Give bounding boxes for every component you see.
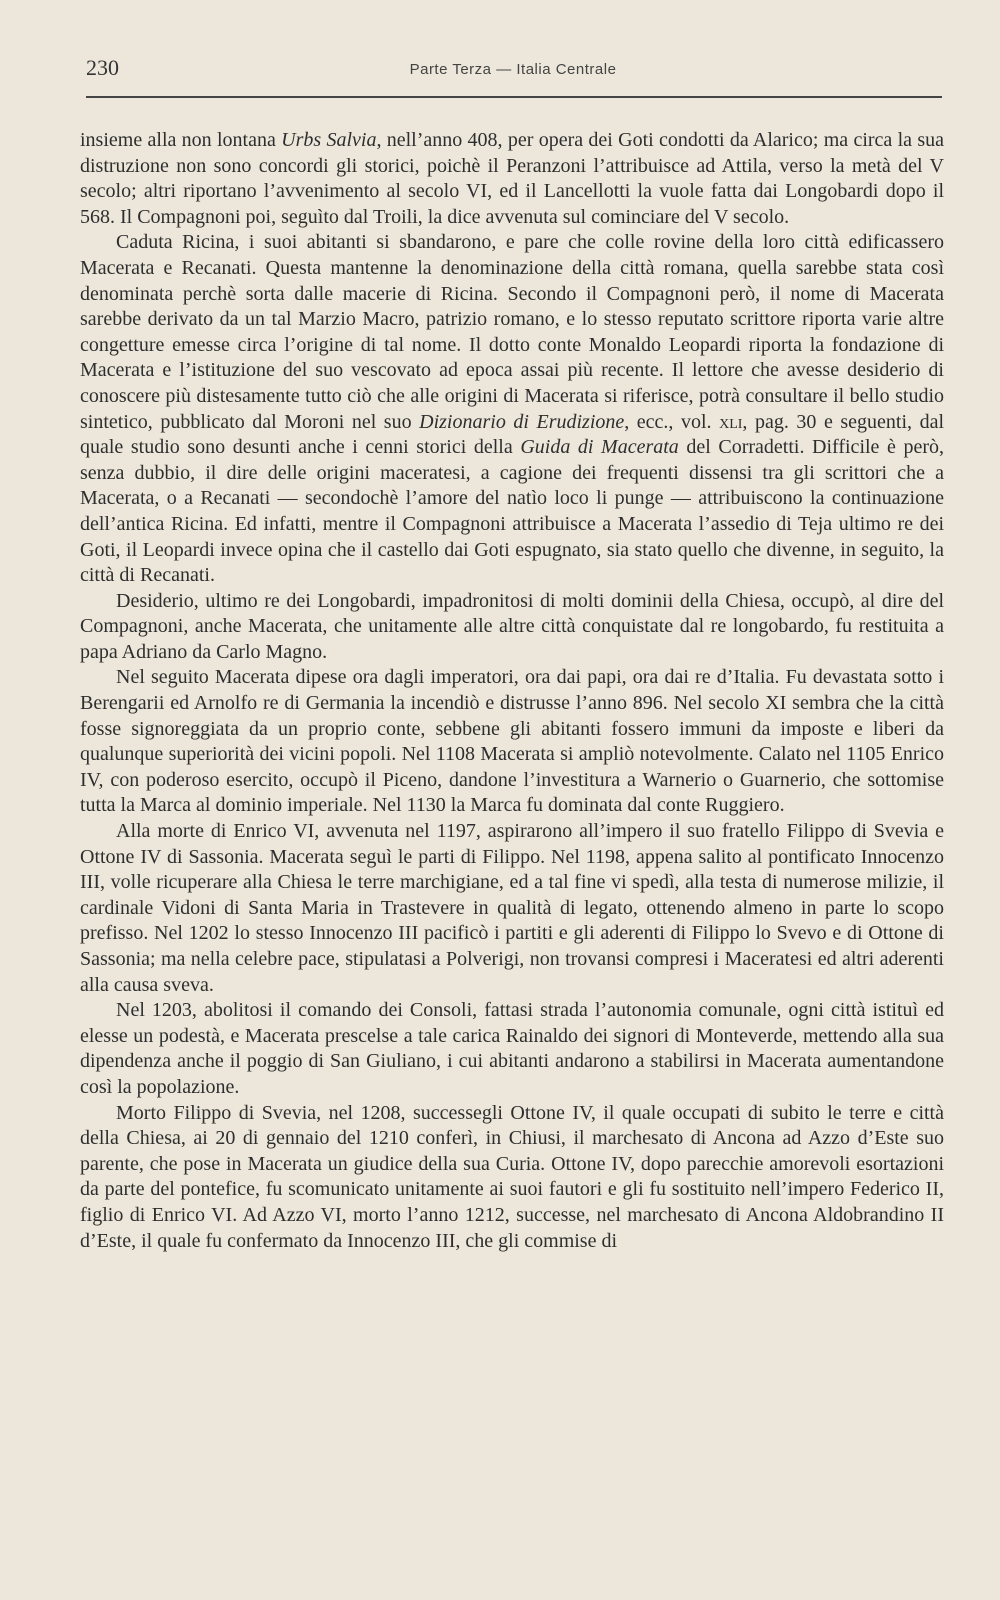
italic-title: Urbs Salvia — [281, 129, 377, 151]
paragraph-5 — [80, 819, 944, 998]
running-title: Parte Terza — Italia Centrale — [409, 61, 617, 78]
italic-title: Guida di Macerata — [520, 436, 679, 459]
paragraph-1 — [80, 128, 944, 230]
page-header — [86, 55, 940, 85]
text-run: Nel 1203, abolitosi il comando dei Consoli, fattasi strada l’autonomia comunale, ogni città istituì ed elesse un podestà, e Macerata prescelse a tale carica Rainaldo dei signori di Monteverde, mettendo alla sua dipendenza anche il poggio di San Giuliano, i cui abitanti andarono a stabilirsi in Macerata aumentandone così la popolazione. — [80, 999, 944, 1098]
text-run: , nell’anno 408, per opera dei Goti condotti da Alarico; ma circa la sua distruzione non sono concordi gli storici, poichè il Peranzoni l’attribuisce ad Attila, verso la metà del V secolo; altri riportano l’avvenimento al secolo VI, ed il Lancellotti la vuole fatta dai Longobardi dopo il 568. Il Compagnoni poi, seguìto dal Troili, la dice avvenuta sul cominciare del V secolo. — [80, 129, 944, 228]
text-run: Alla morte di Enrico VI, avvenuta nel 1197, aspirarono all’impero il suo fratello Filippo di Svevia e Ottone IV di Sassonia. Macerata seguì le parti di Filippo. Nel 1198, appena salito al pontificato Innocenzo III, volle ricuperare alla Chiesa le terre marchigiane, ed a tal fine vi spedì, alla testa di numerose milizie, il cardinale Vidoni di Santa Maria in Trastevere in qualità di legato, ottenendo almeno in parte lo scopo prefisso. Nel 1202 lo stesso Innocenzo III pacificò i partiti e gli aderenti di Filippo lo Svevo e di Ottone di Sassonia; ma nella celebre pace, stipulatasi a Polverigi, non trovansi compresi i Maceratesi ed altri aderenti alla causa sveva. — [80, 820, 944, 996]
paragraph-3 — [80, 589, 944, 666]
paragraph-7 — [80, 1101, 944, 1255]
header-rule — [86, 96, 942, 98]
body-text — [80, 128, 944, 1254]
text-run: del Corradetti. Difficile è però, senza dubbio, il dire delle origini maceratesi, a cagione dei frequenti dissensi tra gli scrittori che a Macerata, o a Recanati — secondochè l’amore del natìo loco li punge — attribuiscono la continuazione dell’antica Ricina. Ed infatti, mentre il Compagnoni attribuisce a Macerata l’assedio di Teja ultimo re dei Goti, il Leopardi invece opina che il castello dai Goti espugnato, sia stato quello che divenne, in seguito, la città di Recanati. — [80, 436, 944, 587]
text-run: Nel seguito Macerata dipese ora dagli imperatori, ora dai papi, ora dai re d’Italia. Fu devastata sotto i Berengarii ed Arnolfo re di Germania la incendiò e distrusse l’anno 896. Nel secolo XI sembra che la città fosse signoreggiata da un proprio conte, sebbene gli abitanti fossero immuni da imposte e liberi da qualunque superiorità dei vicini popoli. Nel 1108 Macerata si ampliò notevolmente. Calato nel 1105 Enrico IV, con poderoso esercito, occupò il Piceno, dandone l’investitura a Warnerio o Guarnerio, che sottomise tutta la Marca al dominio imperiale. Nel 1130 la Marca fu dominata dal conte Ruggiero. — [80, 666, 944, 817]
text-run: , ecc., vol. — [624, 410, 720, 433]
paragraph-2 — [80, 230, 944, 588]
page-number: 230 — [86, 55, 119, 80]
text-run: Caduta Ricina, i suoi abitanti si sbandarono, e pare che colle rovine della loro città edificassero Macerata e Recanati. Questa mantenne la denominazione della città romana, quella sarebbe stata così denominata perchè sorta dalle macerie di Ricina. Secondo il Compagnoni però, il nome di Macerata sarebbe derivato da un tal Marzio Macro, patrizio romano, e lo stesso reputato scrittore riporta varie altre congetture emesse circa l’origine di tal nome. Il dotto conte Monaldo Leopardi riporta la fondazione di Macerata e l’istituzione del suo vescovato ad epoca assai più recente. Il lettore che avesse desiderio di conoscere più distesamente tutto ciò che alle origini di Macerata si riferisce, potrà consultare il bello studio sintetico, pubblicato dal Moroni nel suo — [80, 231, 944, 433]
italic-title: Dizionario di Erudizione — [419, 410, 625, 433]
volume-number: xli — [719, 410, 743, 433]
text-run: Morto Filippo di Svevia, nel 1208, successegli Ottone IV, il quale occupati di subito le terre e città della Chiesa, ai 20 di gennaio del 1210 conferì, in Chiusi, il marchesato di Ancona ad Azzo d’Este suo parente, che pose in Macerata un giudice della sua Curia. Ottone IV, dopo parecchie amorevoli esortazioni da parte del pontefice, fu scomunicato unitamente ai suoi fautori e gli fu sostituito nell’impero Federico II, figlio di Enrico VI. Ad Azzo VI, morto l’anno 1212, successe, nel marchesato di Ancona Aldobrandino II d’Este, il quale fu confermato da Innocenzo III, che gli commise di — [80, 1101, 944, 1252]
paragraph-4 — [80, 665, 944, 819]
paragraph-6 — [80, 998, 944, 1100]
text-run: Desiderio, ultimo re dei Longobardi, impadronitosi di molti dominii della Chiesa, occupò, al dire del Compagnoni, anche Macerata, che unitamente alle altre città conquistate dal re longobardo, fu restituita a papa Adriano da Carlo Magno. — [80, 589, 944, 663]
text-run: insieme alla non lontana — [80, 129, 282, 151]
text-run: , pag. 30 e seguenti, dal quale studio sono desunti anche i cenni storici della — [80, 410, 945, 459]
